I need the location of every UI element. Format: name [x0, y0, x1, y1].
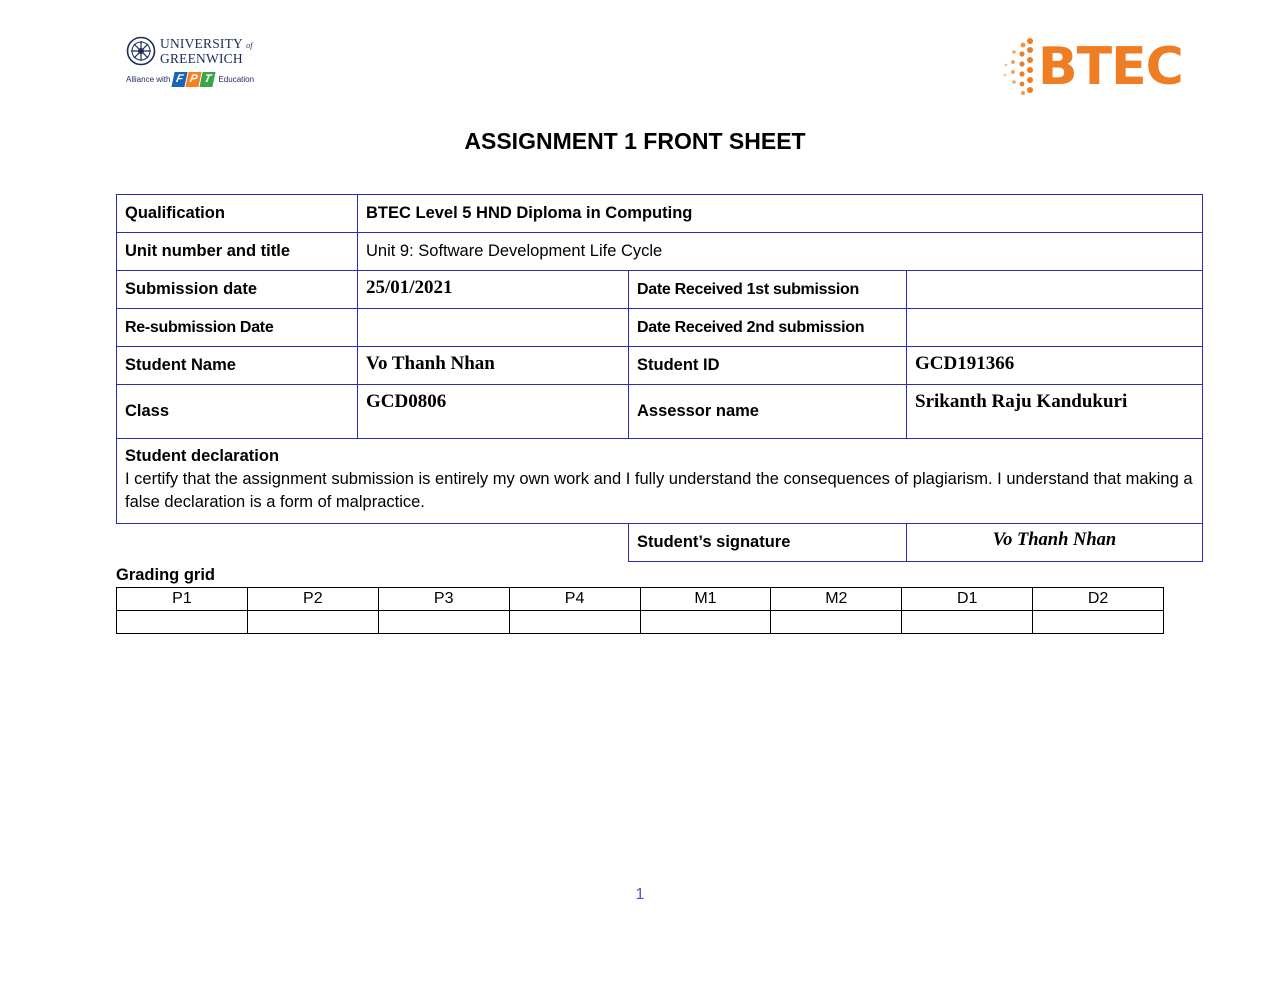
fpt-alliance	[126, 72, 266, 87]
logo-of-text: of	[246, 41, 253, 50]
grade-header-m2: M2	[771, 588, 902, 611]
signature-value: Vo Thanh Nhan	[907, 524, 1203, 562]
resubmission-date-value	[358, 309, 629, 347]
grade-value-p1	[117, 611, 248, 634]
student-declaration	[117, 439, 1203, 524]
grade-value-m1	[640, 611, 771, 634]
class-value: GCD0806	[358, 385, 629, 439]
university-greenwich-logo	[126, 36, 266, 100]
student-name-value: Vo Thanh Nhan	[358, 347, 629, 385]
grade-value-p2	[247, 611, 378, 634]
grading-header-row	[117, 588, 1164, 611]
assessor-value: Srikanth Raju Kandukuri	[907, 385, 1203, 439]
grading-grid-table	[116, 587, 1164, 634]
grade-header-p4: P4	[509, 588, 640, 611]
submission-date-value: 25/01/2021	[358, 271, 629, 309]
alliance-text: Alliance with	[126, 75, 171, 84]
greenwich-seal-icon	[126, 36, 156, 66]
table-row	[117, 195, 1203, 233]
student-id-value: GCD191366	[907, 347, 1203, 385]
table-row	[117, 439, 1203, 524]
btec-logo	[1000, 36, 1196, 98]
signature-label: Student’s signature	[629, 524, 907, 562]
declaration-text: I certify that the assignment submission is entirely my own work and I fully understand the consequences of plagiarism. I understand that making a false declaration is a form of malpractice.	[125, 470, 1193, 511]
qualification-label: Qualification	[117, 195, 358, 233]
class-label: Class	[117, 385, 358, 439]
grade-header-p1: P1	[117, 588, 248, 611]
grade-value-m2	[771, 611, 902, 634]
table-row	[117, 524, 1203, 562]
date-received-1-label: Date Received 1st submission	[629, 271, 907, 309]
empty-cell	[117, 524, 629, 562]
fpt-logo	[173, 72, 215, 87]
education-text: Education	[218, 75, 255, 84]
student-id-label: Student ID	[629, 347, 907, 385]
table-row	[117, 385, 1203, 439]
qualification-value: BTEC Level 5 HND Diploma in Computing	[358, 195, 1203, 233]
fpt-letter-p: P	[186, 72, 202, 87]
unit-label: Unit number and title	[117, 233, 358, 271]
table-row	[117, 347, 1203, 385]
grading-grid-label: Grading grid	[116, 566, 215, 584]
logo-greenwich-text: GREENWICH	[160, 51, 243, 66]
table-row	[117, 233, 1203, 271]
grade-header-d2: D2	[1033, 588, 1164, 611]
page-title: ASSIGNMENT 1 FRONT SHEET	[464, 128, 806, 154]
logo-university-text: UNIVERSITY	[160, 36, 243, 51]
submission-date-label: Submission date	[117, 271, 358, 309]
grade-header-p3: P3	[378, 588, 509, 611]
declaration-label: Student declaration	[125, 447, 280, 465]
grading-value-row	[117, 611, 1164, 634]
resubmission-date-label: Re-submission Date	[117, 309, 358, 347]
greenwich-wordmark	[160, 37, 253, 65]
student-name-label: Student Name	[117, 347, 358, 385]
date-received-2-value	[907, 309, 1203, 347]
grade-value-d2	[1033, 611, 1164, 634]
grade-value-d1	[902, 611, 1033, 634]
date-received-2-label: Date Received 2nd submission	[629, 309, 907, 347]
btec-wordmark: BTEC	[1038, 37, 1183, 97]
date-received-1-value	[907, 271, 1203, 309]
btec-dots-icon	[1000, 37, 1038, 97]
fpt-letter-t: T	[200, 72, 216, 87]
table-row	[117, 271, 1203, 309]
fpt-letter-f: F	[172, 72, 188, 87]
grade-value-p4	[509, 611, 640, 634]
front-sheet-table	[116, 194, 1203, 562]
grade-header-p2: P2	[247, 588, 378, 611]
grade-header-d1: D1	[902, 588, 1033, 611]
grade-header-m1: M1	[640, 588, 771, 611]
table-row	[117, 309, 1203, 347]
assessor-label: Assessor name	[629, 385, 907, 439]
unit-value: Unit 9: Software Development Life Cycle	[358, 233, 1203, 271]
grade-value-p3	[378, 611, 509, 634]
page-number: 1	[635, 886, 645, 903]
